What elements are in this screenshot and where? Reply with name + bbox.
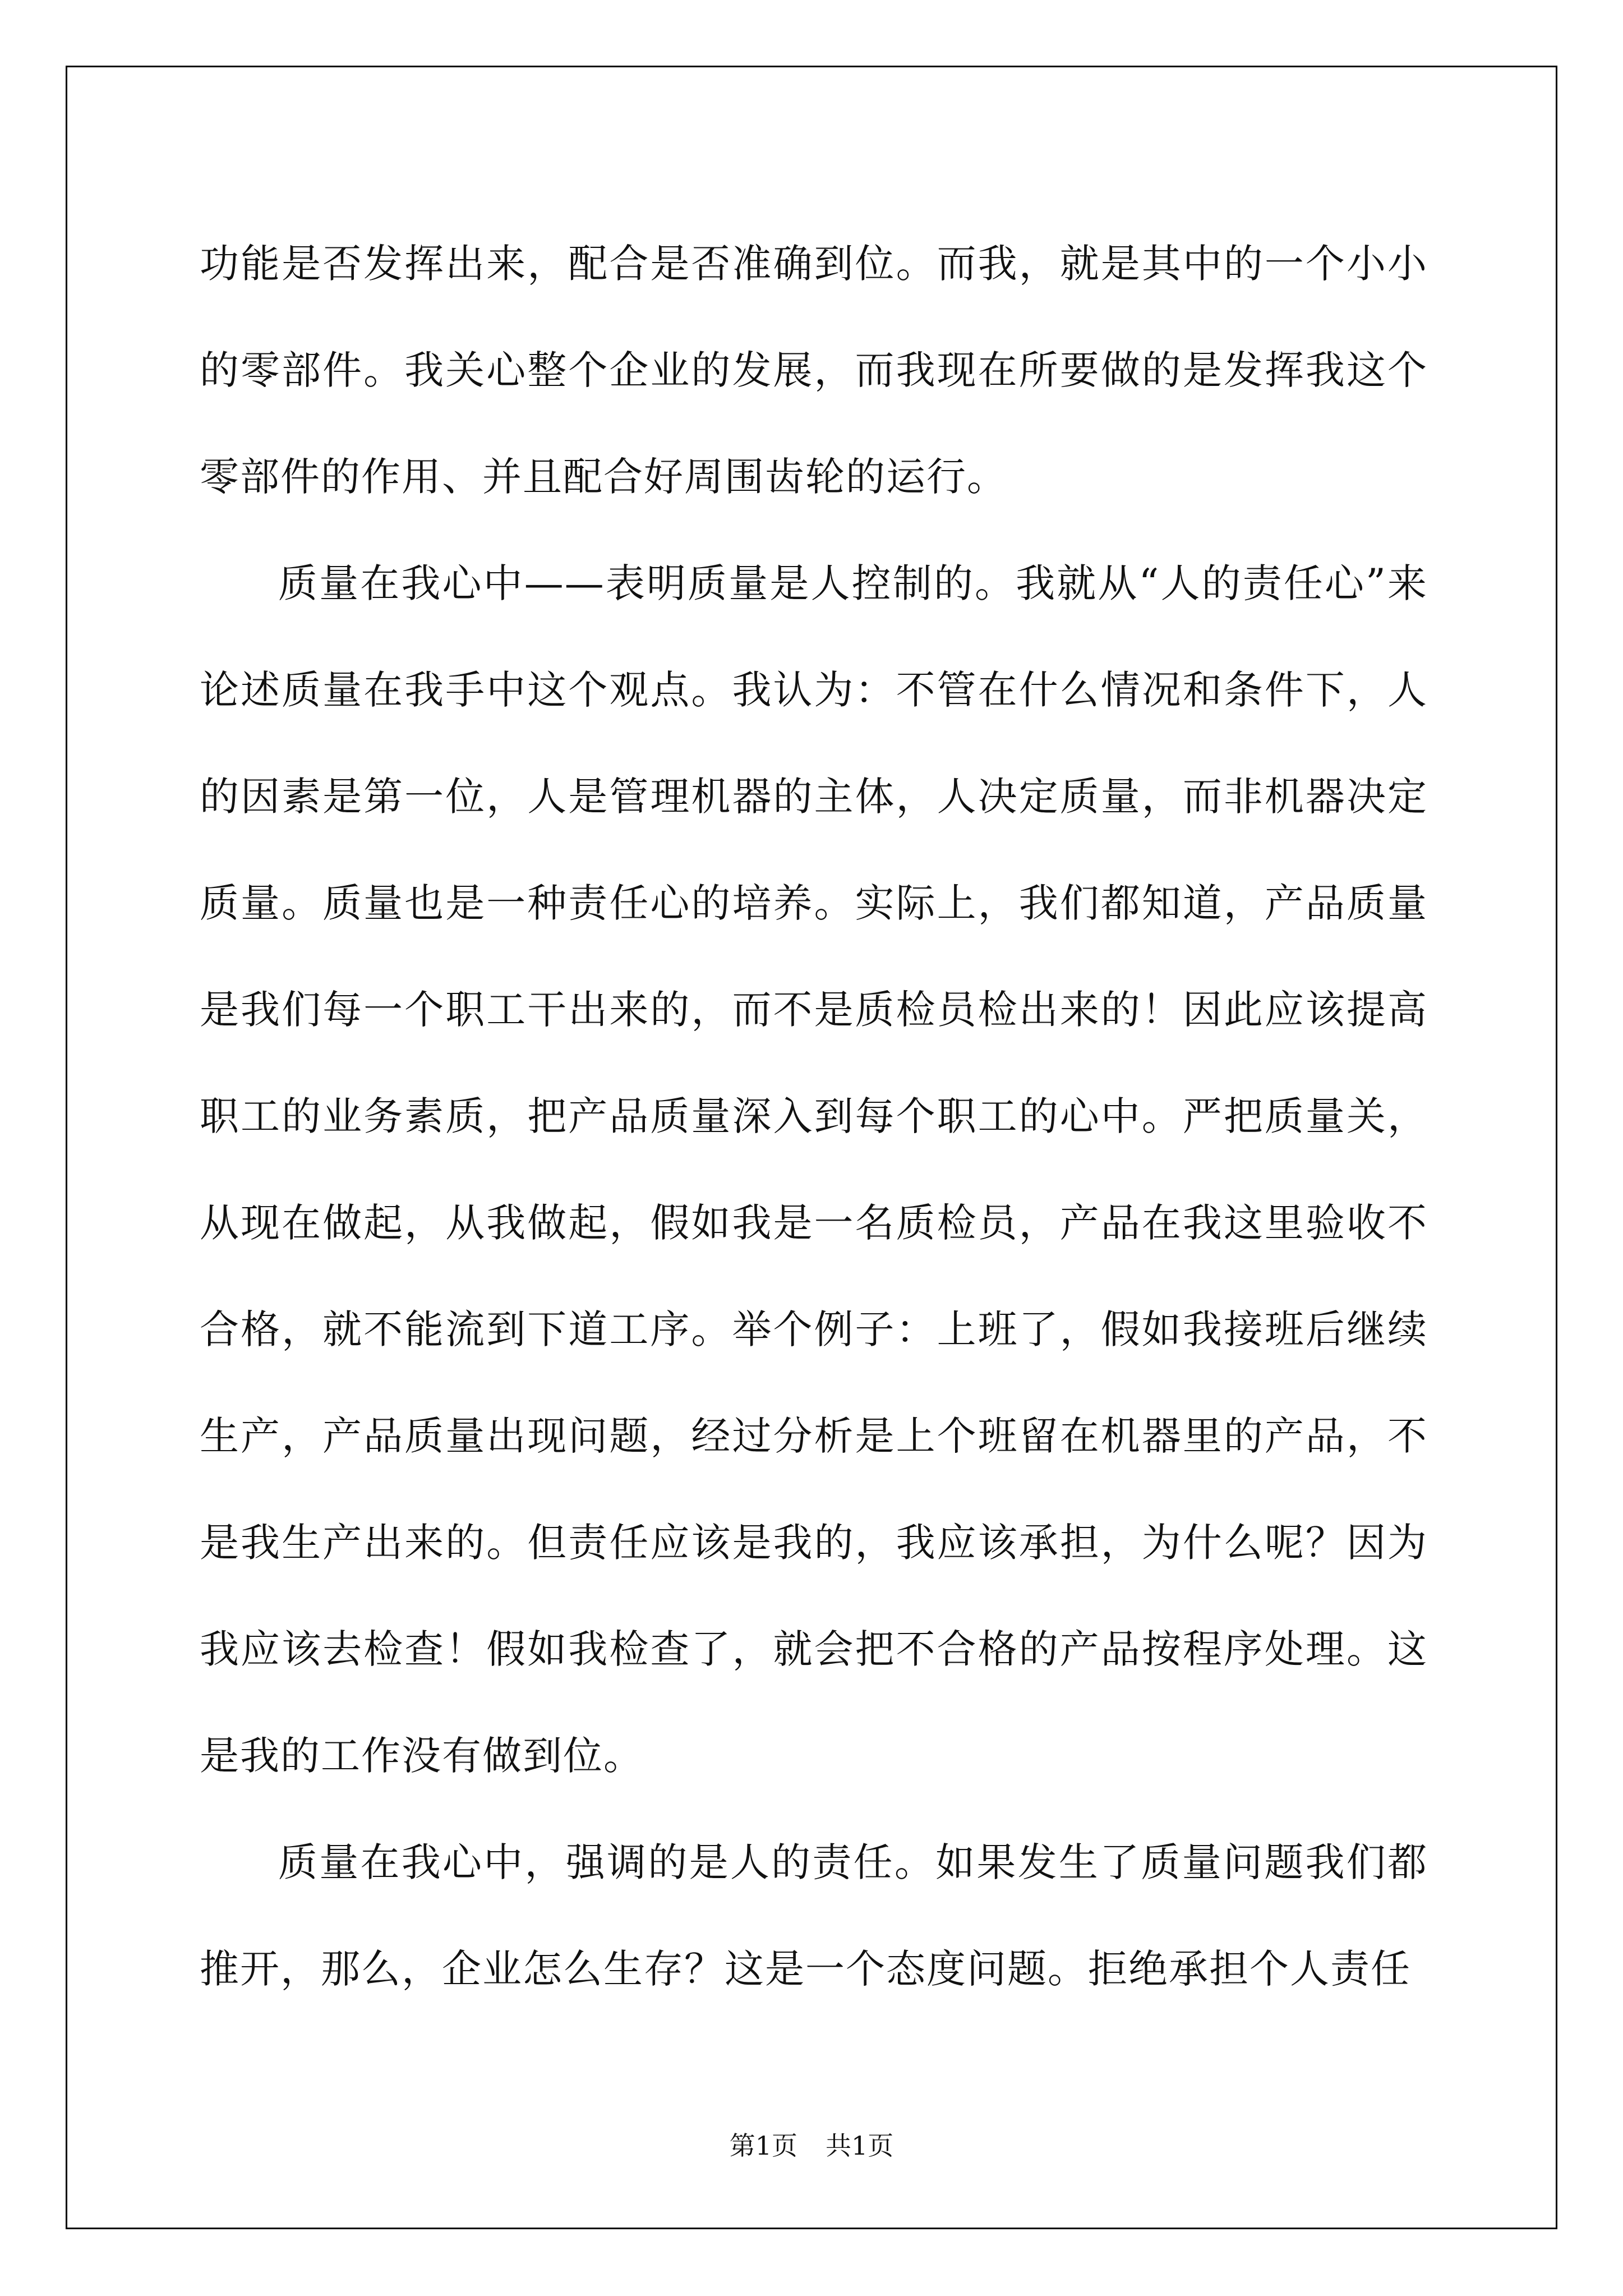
page-total: 共1页 [826, 2131, 894, 2161]
page-number: 第1页 [729, 2131, 797, 2161]
page-footer [0, 2129, 1623, 2162]
paragraph-2: 质量在我心中——表明质量是人控制的。我就从“人的责任心”来论述质量在我手中这个观点。我认为：不管在什么情况和条件下，人的因素是第一位，人是管理机器的主体，人决定质量，而非机器决定质量。质量也是一种责任心的培养。实际上，我们都知道，产品质量是我们每一个职工干出来的，而不是质检员检出来的！因此应该提高职工的业务素质，把产品质量深入到每个职工的心中。严把质量关，从现在做起，从我做起，假如我是一名质检员，产品在我这里验收不合格，就不能流到下道工序。举个例子：上班了，假如我接班后继续生产，产品质量出现问题，经过分析是上个班留在机器里的产品，不是我生产出来的。但责任应该是我的，我应该承担，为什么呢？因为我应该去检查！假如我检查了，就会把不合格的产品按程序处理。这是我的工作没有做到位。 [200, 560, 1428, 1779]
paragraph-1: 功能是否发挥出来，配合是否准确到位。而我，就是其中的一个小小的零部件。我关心整个企业的发展，而我现在所要做的是发挥我这个零部件的作用、并且配合好周围齿轮的运行。 [200, 241, 1428, 500]
paragraph-3: 质量在我心中，强调的是人的责任。如果发生了质量问题我们都推开，那么，企业怎么生存？这是一个态度问题。拒绝承担个人责任 [200, 1839, 1428, 1992]
document-body [200, 210, 1428, 2022]
